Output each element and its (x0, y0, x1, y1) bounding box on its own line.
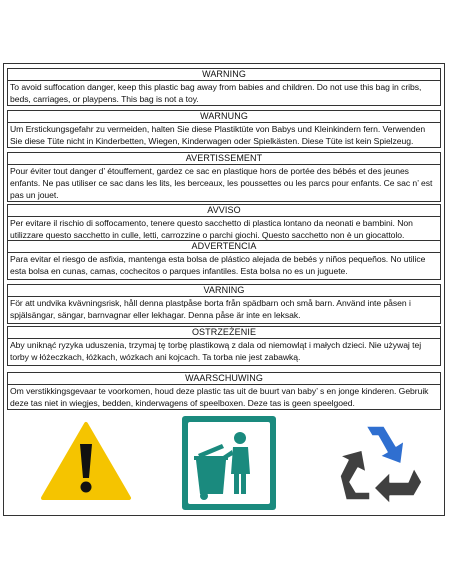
warning-heading: ADVERTENCIA (8, 241, 440, 253)
warning-label-sheet (3, 63, 445, 516)
warning-heading: WAARSCHUWING (8, 373, 440, 385)
warning-heading: WARNUNG (8, 111, 440, 123)
warning-block-spanish (7, 240, 441, 280)
warning-block-polish (7, 326, 441, 366)
warning-text: Um Erstickungsgefahr zu vermeiden, halten Sie diese Plastiktüte von Babys und Kleinkindern fern. Verwenden Sie diese Tüte nicht in Kinderbetten, Wiegen, Kinderwagen oder Spielkästen. Diese Tüte ist kein Spielzeug. (10, 124, 426, 146)
warning-heading: WARNING (8, 69, 440, 81)
recycle-icon (334, 420, 426, 504)
warning-block-italian (7, 204, 441, 242)
warning-heading: OSTRZEŻENIE (8, 327, 440, 339)
warning-text: Per evitare il rischio di soffocamento, tenere questo sacchetto di plastica lontano da neonati e bambini. Non utilizzare questo sacchetto in culle, letti, carrozzine o parchi giochi. Questo sacchetto non è un giocattolo. (10, 218, 413, 240)
warning-heading: AVVISO (8, 205, 440, 217)
warning-block-german (7, 110, 441, 148)
warning-text: Om verstikkingsgevaar te voorkomen, houd deze plastic tas uit de buurt van baby’ s en jonge kinderen. Gebruik deze tas niet in wiegjes, bedden, kinderwagens of speelboxen. Deze tas is geen speelgoed. (10, 386, 429, 408)
warning-text: To avoid suffocation danger, keep this plastic bag away from babies and children. Do not use this bag in cribs, beds, carriages, or playpens. This bag is not a toy. (10, 82, 422, 104)
warning-block-french (7, 152, 441, 202)
warning-heading: VARNING (8, 285, 440, 297)
warning-text: Pour éviter tout danger d’ étouffement, gardez ce sac en plastique hors de portée des bébés et des jeunes enfants. Ne pas utiliser ce sac dans les lits, les berceaux, les poussettes ou les parcs pour enfants. Ce sac n’ est pas un jouet. (10, 166, 433, 200)
waste-bin-icon (182, 416, 276, 510)
warning-text: För att undvika kvävningsrisk, håll denna plastpåse borta från spädbarn och små barn. Använd inte påsen i spjälsängar, sängar, barnvagnar eller lekhagar. Denna påse är inte en leksak. (10, 298, 411, 320)
warning-triangle-icon (39, 420, 133, 502)
warning-heading: AVERTISSEMENT (8, 153, 440, 165)
warning-block-swedish (7, 284, 441, 324)
warning-block-english (7, 68, 441, 106)
warning-block-dutch (7, 372, 441, 410)
warning-text: Para evitar el riesgo de asfixia, mantenga esta bolsa de plástico alejada de bebés y niños pequeños. No utilice esta bolsa en cunas, camas, cochecitos o parques infantiles. Esta bolsa no es un juguete. (10, 254, 426, 276)
safety-icons-row (4, 412, 444, 512)
warning-text: Aby uniknąć ryzyka uduszenia, trzymaj tę torbę plastikową z dala od niemowląt i małych dzieci. Nie używaj tej torby w łóżeczkach, łóżkach, wózkach ani kojcach. Ta torba nie jest zabawką. (10, 340, 422, 362)
